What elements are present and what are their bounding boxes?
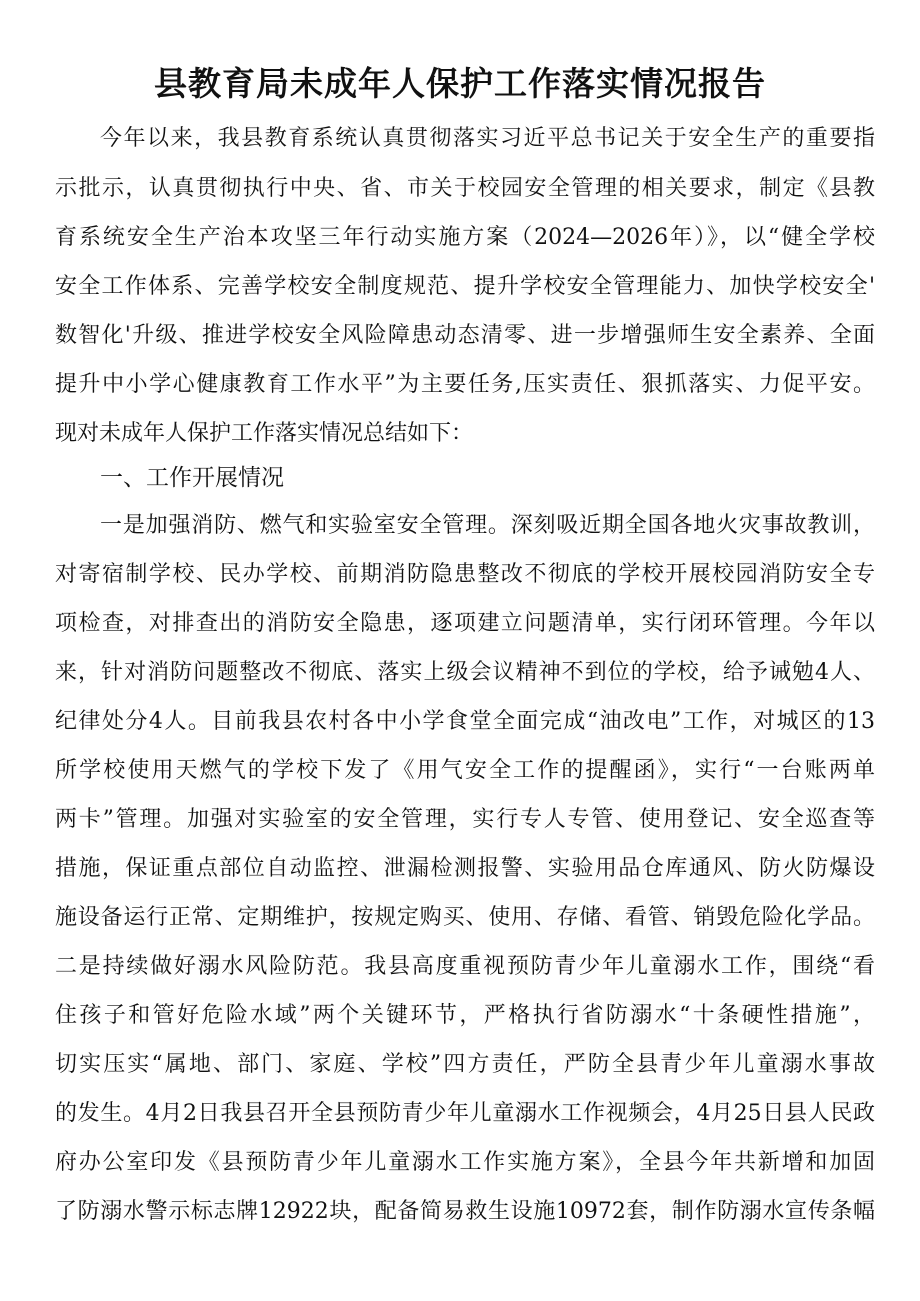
body-line: 府办公室印发《县预防青少年儿童溺水工作实施方案》，全县今年共新增和加固 [55,1150,875,1175]
body-line: 来，针对消防问题整改不彻底、落实上级会议精神不到位的学校，给予诫勉4人、 [55,660,875,685]
body-line: 施设备运行正常、定期维护，按规定购买、使用、存储、看管、销毁危险化学品。 [55,905,875,930]
intro-line: 安全工作体系、完善学校安全制度规范、提升学校安全管理能力、加快学校安全' [55,274,875,299]
body-line: 措施，保证重点部位自动监控、泄漏检测报警、实验用品仓库通风、防火防爆设 [55,856,875,881]
body-line: 的发生。4月2日我县召开全县预防青少年儿童溺水工作视频会，4月25日县人民政 [55,1101,875,1126]
body-line: 所学校使用天燃气的学校下发了《用气安全工作的提醒函》，实行“一台账两单 [55,758,875,783]
intro-line: 今年以来，我县教育系统认真贯彻落实习近平总书记关于安全生产的重要指 [100,126,875,151]
intro-line: 提升中小学心健康教育工作水平”为主要任务,压实责任、狠抓落实、力促平安。 [55,372,875,397]
body-line: 二是持续做好溺水风险防范。我县高度重视预防青少年儿童溺水工作，围绕“看 [55,954,875,979]
section-heading: 一、工作开展情况 [100,465,284,491]
body-line: 住孩子和管好危险水域”两个关键环节，严格执行省防溺水“十条硬性措施”， [55,1003,875,1028]
document-title: 县教育局未成年人保护工作落实情况报告 [154,64,766,103]
body-line: 两卡”管理。加强对实验室的安全管理，实行专人专管、使用登记、安全巡查等 [55,807,875,832]
body-line: 切实压实“属地、部门、家庭、学校”四方责任，严防全县青少年儿童溺水事故 [55,1052,875,1077]
body-line: 对寄宿制学校、民办学校、前期消防隐患整改不彻底的学校开展校园消防安全专 [55,562,875,587]
intro-line: 育系统安全生产治本攻坚三年行动实施方案（2024—2026年）》，以“健全学校 [55,225,875,250]
body-line: 了防溺水警示标志牌12922块，配备简易救生设施10972套，制作防溺水宣传条幅 [55,1199,875,1224]
intro-line: 示批示，认真贯彻执行中央、省、市关于校园安全管理的相关要求，制定《县教 [55,176,875,201]
body-line: 项检查，对排查出的消防安全隐患，逐项建立问题清单，实行闭环管理。今年以 [55,611,875,636]
intro-line: 现对未成年人保护工作落实情况总结如下： [55,421,474,446]
body-line: 一是加强消防、燃气和实验室安全管理。深刻吸近期全国各地火灾事故教训， [100,513,875,538]
body-line: 纪律处分4人。目前我县农村各中小学食堂全面完成“油改电”工作，对城区的13 [55,709,875,734]
intro-line: 数智化'升级、推进学校安全风险障患动态清零、进一步增强师生安全素养、全面 [55,323,875,348]
